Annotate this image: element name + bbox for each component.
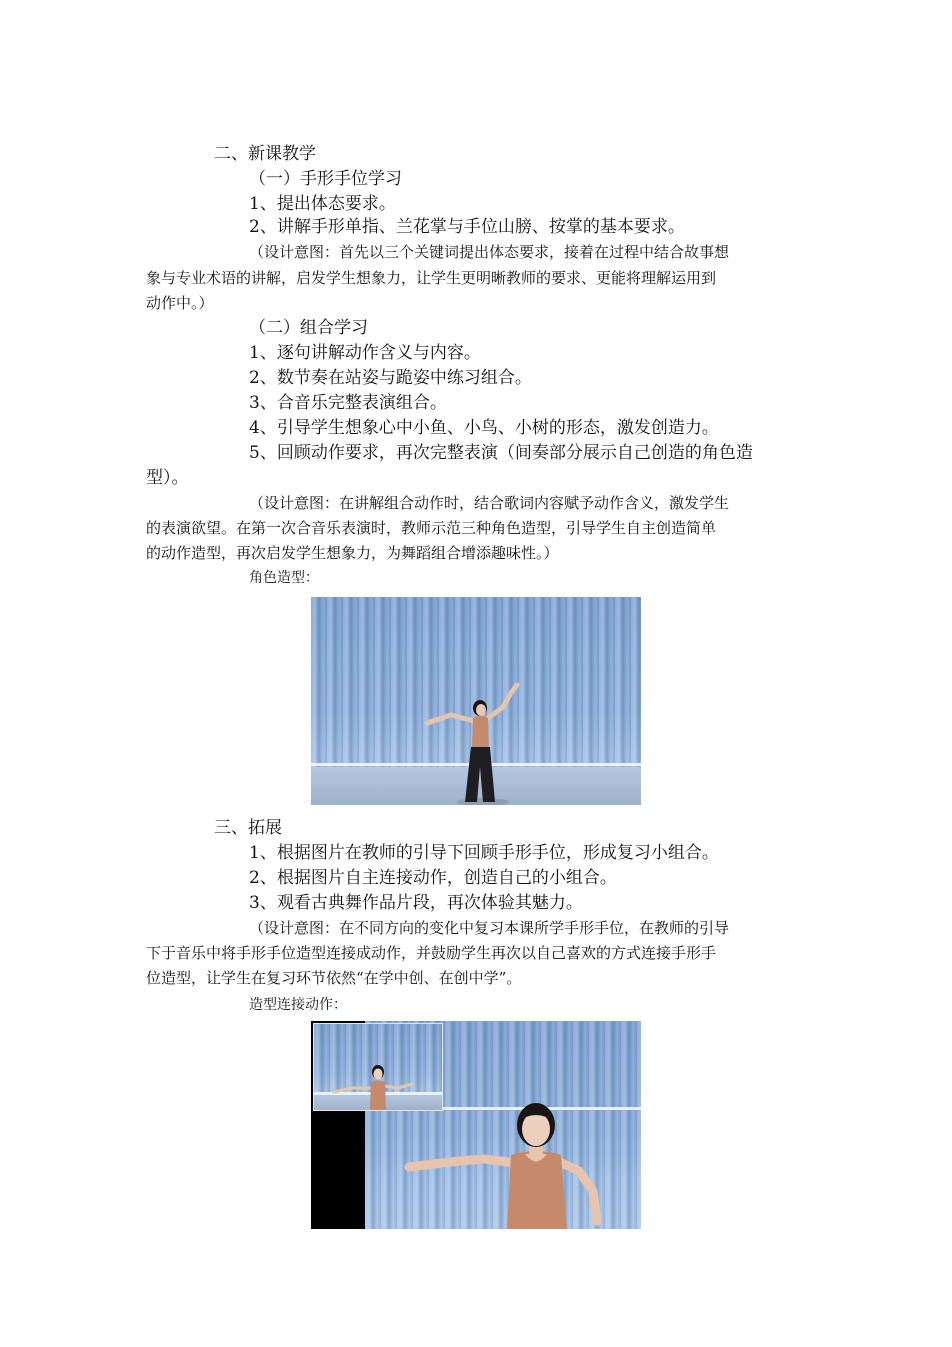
list-item: 1、逐句讲解动作含义与内容。 <box>249 343 481 363</box>
design-intent-line: 的动作造型，再次启发学生想象力，为舞蹈组合增添趣味性。） <box>146 544 559 562</box>
figure-label: 角色造型： <box>249 570 319 586</box>
subsection-title: （一）手形手位学习 <box>249 169 402 189</box>
inset-frame <box>313 1023 443 1111</box>
list-item: 1、根据图片在教师的引导下回顾手形手位，形成复习小组合。 <box>249 843 719 863</box>
design-intent-line: 位造型，让学生在复习环节依然“在学中创、在创中学”。 <box>146 969 522 987</box>
design-intent-line: （设计意图：在讲解组合动作时，结合歌词内容赋予动作含义，激发学生 <box>249 494 730 512</box>
section-heading: 二、新课教学 <box>214 144 316 164</box>
list-item: 4、引导学生想象心中小鱼、小鸟、小树的形态，激发创造力。 <box>249 418 719 438</box>
design-intent-line: 下于音乐中将手形手位造型连接成动作，并鼓励学生再次以自己喜欢的方式连接手形手 <box>146 944 717 962</box>
list-item: 2、根据图片自主连接动作，创造自己的小组合。 <box>249 868 617 888</box>
list-item: 1、提出体态要求。 <box>249 194 396 214</box>
dancer-inset <box>314 1024 442 1110</box>
list-item: 5、回顾动作要求，再次完整表演（间奏部分展示自己创造的角色造 <box>249 443 753 463</box>
design-intent-line: 象与专业术语的讲解，启发学生想象力，让学生更明晰教师的要求、更能将理解运用到 <box>146 269 717 287</box>
design-intent-line: （设计意图：在不同方向的变化中复习本课所学手形手位，在教师的引导 <box>249 919 730 937</box>
design-intent-line: 动作中。） <box>146 294 214 312</box>
list-item: 3、合音乐完整表演组合。 <box>249 393 447 413</box>
section-heading: 三、拓展 <box>214 818 282 838</box>
list-item: 2、讲解手形单指、兰花掌与手位山膀、按掌的基本要求。 <box>249 217 685 237</box>
dancer-figure <box>311 597 641 805</box>
dance-photo-role-pose <box>311 597 641 805</box>
subsection-title: （二）组合学习 <box>249 318 368 338</box>
figure-label: 造型连接动作： <box>249 997 347 1013</box>
design-intent-line: （设计意图：首先以三个关键词提出体态要求，接着在过程中结合故事想 <box>249 243 730 261</box>
list-item: 2、数节奏在站姿与跪姿中练习组合。 <box>249 368 532 388</box>
list-item: 3、观看古典舞作品片段，再次体验其魅力。 <box>249 893 583 913</box>
dance-photo-connected-moves <box>311 1021 641 1229</box>
design-intent-line: 的表演欲望。在第一次合音乐表演时，教师示范三种角色造型，引导学生自主创造简单 <box>146 519 717 537</box>
list-item: 型）。 <box>146 468 189 488</box>
